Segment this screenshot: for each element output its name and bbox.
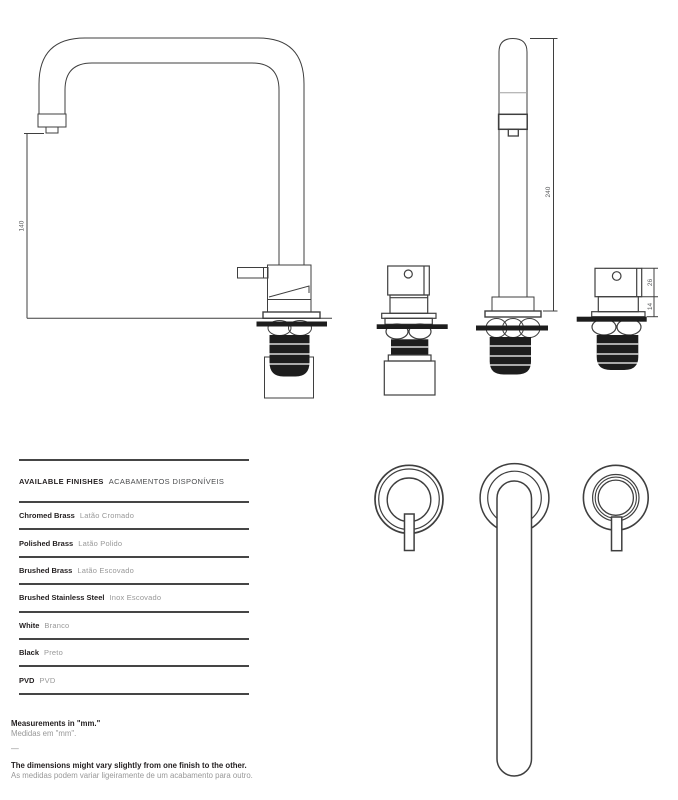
mounting-plate: [257, 322, 328, 327]
spout-base: [492, 297, 534, 311]
base-flange: [263, 312, 320, 318]
top-view-right-handle: [583, 465, 648, 550]
finish-name-pt: PVD: [39, 675, 56, 685]
valve-flange-upper: [382, 313, 436, 318]
valve-body: [268, 265, 312, 312]
finish-row-brushed-brass: [19, 556, 249, 583]
finish-name-en: PVD: [19, 675, 35, 685]
finish-name-en: White: [19, 620, 40, 630]
finish-row-pvd: [19, 665, 249, 692]
top-view-left-handle: [375, 465, 443, 550]
valve-flange-lower: [385, 318, 432, 324]
finishes-header-en: AVAILABLE FINISHES: [19, 476, 104, 486]
finish-name-en: Chromed Brass: [19, 511, 75, 521]
spout-front-contour: [499, 39, 527, 298]
available-finishes-table: [19, 459, 249, 695]
spout-inner-contour: [65, 63, 279, 265]
valve-pin: [612, 272, 621, 281]
notes: [11, 719, 253, 780]
finish-name-pt: Inox Escovado: [109, 593, 162, 603]
finish-name-pt: Branco: [44, 620, 70, 630]
valve-flange: [592, 312, 645, 317]
side-view-drawing: [19, 38, 333, 398]
dimension-140-label: 140: [18, 220, 26, 232]
finishes-header: [19, 459, 249, 501]
finish-row-brushed-stainless-steel: [19, 583, 249, 610]
measurements-note-pt: Medidas em "mm".: [11, 728, 77, 738]
disclaimer-note-en: The dimensions might vary slightly from one finish to the other.: [11, 761, 247, 770]
valve-mounting-plate: [577, 317, 647, 322]
valve-mounting-plate: [377, 324, 448, 329]
finish-name-en: Polished Brass: [19, 538, 74, 548]
spout-tip: [38, 114, 66, 127]
finish-name-en: Black: [19, 648, 40, 658]
finish-name-en: Brushed Brass: [19, 565, 73, 575]
disclaimer-note-pt: As medidas podem variar ligeiramente de um acabamento para outro.: [11, 770, 253, 780]
threaded-shank: [270, 335, 310, 377]
valve-threads: [597, 335, 639, 370]
spout-tube-top: [497, 481, 532, 776]
dimension-240: [530, 39, 558, 312]
spout-outer-contour: [39, 38, 304, 265]
finish-name-en: Brushed Stainless Steel: [19, 593, 105, 603]
handle-lever-top: [405, 514, 415, 551]
finish-name-pt: Latão Polido: [78, 538, 123, 548]
finish-name-pt: Preto: [44, 648, 63, 658]
valve-hose-block: [384, 361, 435, 395]
front-view-drawing: [476, 39, 558, 375]
dimension-140: [19, 134, 45, 319]
finish-row-polished-brass: [19, 528, 249, 555]
finish-name-pt: Latão Escovado: [77, 565, 134, 575]
aerator: [46, 127, 58, 133]
finishes-header-pt: ACABAMENTOS DISPONÍVEIS: [108, 476, 225, 486]
aerator-front: [508, 129, 518, 136]
finish-row-chromed-brass: [19, 501, 249, 528]
handle-lever-top: [612, 517, 622, 551]
dimension-14-label: 14: [647, 302, 654, 311]
valve-body: [598, 297, 638, 312]
dimension-26-label: 26: [647, 278, 654, 287]
dimension-240-label: 240: [545, 186, 552, 198]
notes-separator: —: [11, 744, 19, 753]
valve-dimensioned-view-drawing: [577, 268, 658, 370]
mounting-plate-front: [476, 326, 548, 331]
valve-pin: [404, 270, 412, 278]
finish-row-white: [19, 611, 249, 638]
aerator-band: [499, 114, 528, 129]
base-flange-front: [485, 311, 541, 317]
valve-hose-step: [388, 355, 431, 361]
finish-name-pt: Latão Cromado: [79, 511, 135, 521]
finish-row-black: [19, 638, 249, 665]
measurements-note-en: Measurements in "mm.": [11, 719, 101, 728]
top-view-spout: [480, 464, 549, 776]
valve-side-view-drawing: [377, 266, 448, 395]
